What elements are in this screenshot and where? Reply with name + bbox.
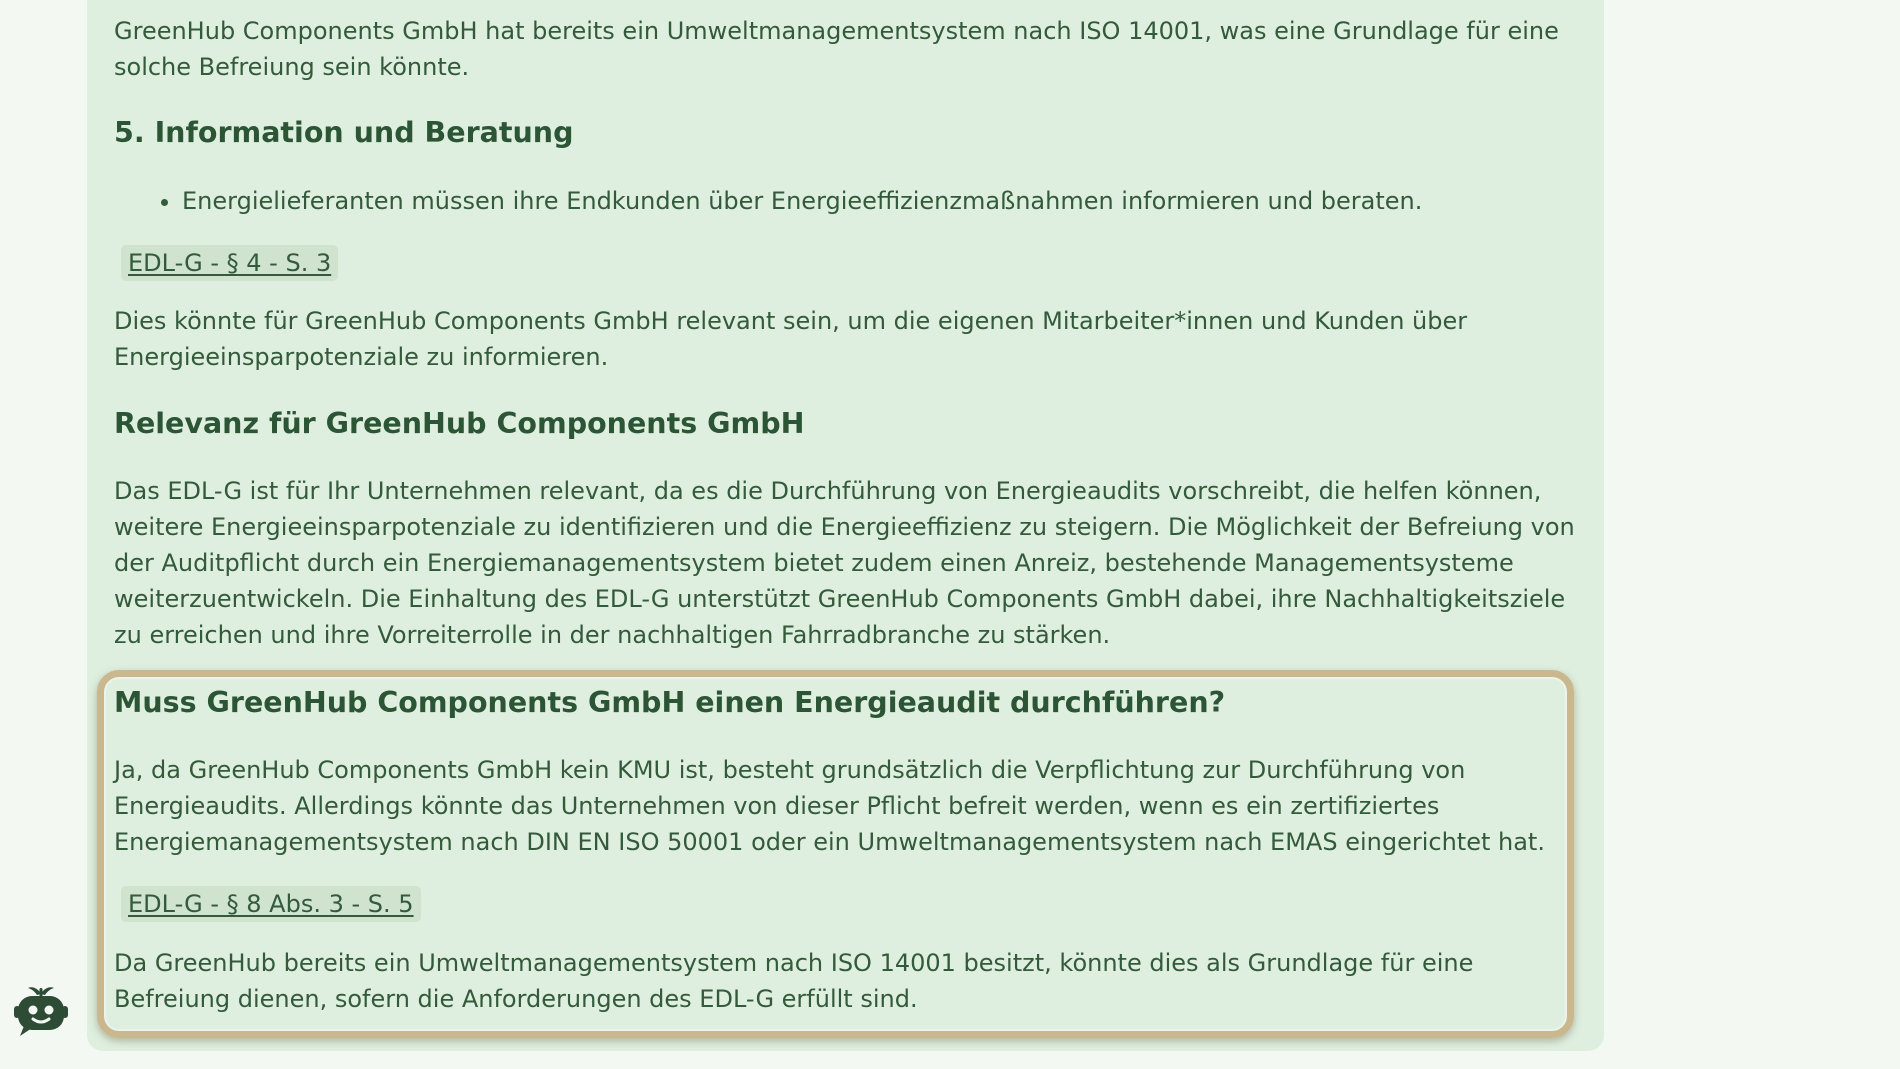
- highlighted-answer-box: [97, 670, 1574, 1038]
- section-5-note: Dies könnte für GreenHub Components GmbH relevant sein, um die eigenen Mitarbeiter*innen und Kunden über Energieeinsparpotenziale zu informieren.: [114, 307, 1468, 371]
- bot-icon[interactable]: [14, 982, 68, 1038]
- audit-text: Ja, da GreenHub Components GmbH kein KMU ist, besteht grundsätzlich die Verpflichtung zur Durchführung von Energieaudits. Allerdings könnte das Unternehmen von dieser Pflicht befreit werden, wenn es ein zertifiziertes Energiemanagementsystem nach DIN EN ISO 50001 oder ein Umweltmanagementsystem nach EMAS eingerichtet hat.: [114, 756, 1545, 856]
- section-5-list: [114, 183, 1652, 219]
- bot-icon-graphic: [14, 982, 68, 1038]
- relevance-text: Das EDL-G ist für Ihr Unternehmen relevant, da es die Durchführung von Energieaudits vorschreibt, die helfen können, weitere Energieeinsparpotenziale zu identifizieren und die Energieeffizienz zu steigern. Die Möglichkeit der Befreiung von der Auditpflicht durch ein Energiemanagementsystem bietet zudem einen Anreiz, bestehende Managementsysteme weiterzuentwickeln. Die Einhaltung des EDL-G unterstützt GreenHub Components GmbH dabei, ihre Nachhaltigkeitsziele zu erreichen und ihre Vorreiterrolle in der nachhaltigen Fahrradbranche zu stärken.: [114, 477, 1575, 649]
- audit-heading: Muss GreenHub Components GmbH einen Energieaudit durchführen?: [114, 686, 1226, 719]
- chat-message-panel: [87, 0, 1604, 1051]
- audit-note: Da GreenHub bereits ein Umweltmanagementsystem nach ISO 14001 besitzt, könnte dies als Grundlage für eine Befreiung dienen, sofern die Anforderungen des EDL-G erfüllt sind.: [114, 949, 1474, 1013]
- list-item: • Energielieferanten müssen ihre Endkunden über Energieeffizienzmaßnahmen informieren und beraten.: [182, 183, 1652, 219]
- section-5-heading: 5. Information und Beratung: [114, 116, 574, 149]
- relevance-heading: Relevanz für GreenHub Components GmbH: [114, 407, 805, 440]
- reference-link-edlg-4[interactable]: EDL-G - § 4 - S. 3: [121, 245, 338, 281]
- reference-link-edlg-8[interactable]: EDL-G - § 8 Abs. 3 - S. 5: [121, 886, 421, 922]
- intro-text: GreenHub Components GmbH hat bereits ein Umweltmanagementsystem nach ISO 14001, was eine Grundlage für eine solche Befreiung sein könnte.: [114, 17, 1559, 81]
